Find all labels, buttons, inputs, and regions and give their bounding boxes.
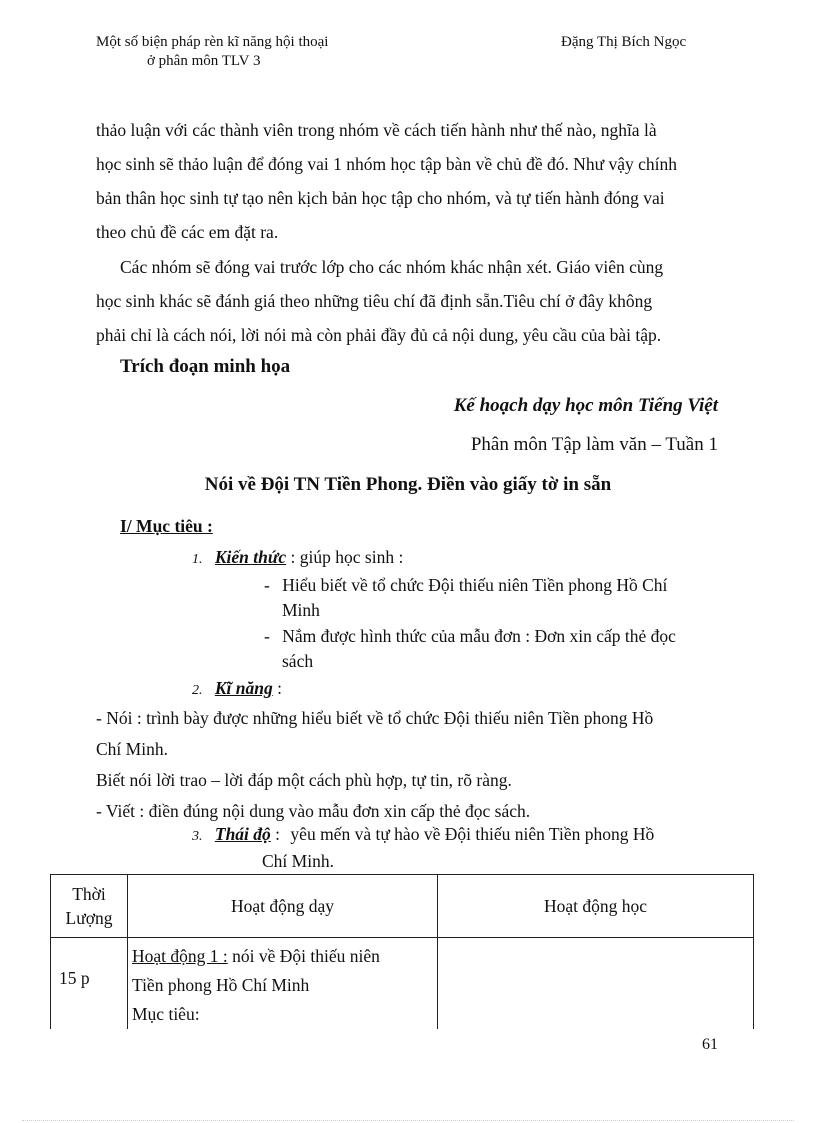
header-teach-cell (128, 875, 438, 938)
skills-number: 2. (192, 683, 203, 698)
skills-text-line: Chí Minh. (96, 739, 168, 759)
table-row (51, 938, 754, 1030)
paragraph-line: thảo luận với các thành viên trong nhóm về cách tiến hành như thế nào, nghĩa là (96, 120, 657, 140)
time-value: 15 p (59, 968, 90, 988)
header-title: Một số biện pháp rèn kĩ năng hội thoại (96, 34, 329, 50)
attitude-text-cont: Chí Minh. (262, 851, 334, 871)
knowledge-line (192, 547, 403, 568)
knowledge-item-text: Hiểu biết về tổ chức Đội thiếu niên Tiền phong Hồ Chí (282, 575, 668, 595)
paragraph-line: bản thân học sinh tự tạo nên kịch bản học tập cho nhóm, và tự tiến hành đóng vai (96, 188, 665, 208)
paragraph-line: phải chỉ là cách nói, lời nói mà còn phải đầy đủ cả nội dung, yêu cầu của bài tập. (96, 325, 662, 345)
skills-text-line: - Nói : trình bày được những hiểu biết về tổ chức Đội thiếu niên Tiền phong Hồ (96, 708, 654, 728)
paragraph-line: Các nhóm sẽ đóng vai trước lớp cho các nhóm khác nhận xét. Giáo viên cùng (120, 257, 664, 277)
activity-text-cont: Tiền phong Hồ Chí Minh (132, 975, 310, 995)
page-bottom-rule (22, 1120, 794, 1121)
time-cell (51, 938, 128, 1030)
paragraph-line: học sinh sẽ thảo luận để đóng vai 1 nhóm học tập bàn về chủ đề đó. Như vậy chính (96, 154, 678, 174)
plan-subtitle: Phân môn Tập làm văn – Tuần 1 (470, 434, 718, 455)
objectives-heading (120, 516, 213, 537)
knowledge-item-text: Nắm được hình thức của mẫu đơn : Đơn xin cấp thẻ đọc (282, 626, 676, 646)
teach-cell (128, 938, 438, 1030)
knowledge-label: Kiến thức (214, 547, 287, 567)
attitude-separator: : (270, 824, 281, 844)
skills-line (192, 678, 282, 699)
knowledge-item-text-cont: sách (282, 651, 314, 671)
skills-label: Kĩ năng (214, 678, 273, 698)
activity-objective-label: Mục tiêu: (132, 1004, 200, 1024)
header-learn-cell (438, 875, 754, 938)
skills-text-line: Biết nói lời trao – lời đáp một cách phù hợp, tự tin, rõ ràng. (96, 770, 512, 790)
skills-content (96, 703, 653, 827)
skills-text-line: - Viết : điền đúng nội dung vào mẫu đơn xin cấp thẻ đọc sách. (96, 801, 531, 821)
attitude-number: 3. (192, 829, 203, 844)
header-subtitle: ở phân môn TLV 3 (147, 53, 261, 69)
header-time-line1: Thời (72, 884, 106, 904)
knowledge-item (264, 573, 667, 623)
plan-title: Kế hoạch dạy học môn Tiếng Việt (453, 395, 718, 416)
attitude-text: yêu mến và tự hào về Đội thiếu niên Tiền phong Hồ (290, 824, 655, 844)
knowledge-item (264, 624, 676, 674)
lesson-plan-table (50, 874, 754, 1029)
excerpt-heading: Trích đoạn minh họa (120, 356, 291, 377)
knowledge-text: giúp học sinh : (299, 547, 404, 567)
header-learn: Hoạt động học (543, 895, 648, 916)
attitude-line (192, 822, 654, 874)
attitude-label: Thái độ (214, 824, 271, 844)
objectives-heading-text: I/ Mục tiêu : (120, 516, 213, 536)
header-time-cell (51, 875, 128, 938)
bullet-dash: - (264, 575, 270, 595)
table-header-row (51, 875, 754, 938)
knowledge-number: 1. (192, 552, 203, 567)
knowledge-item-text-cont: Minh (282, 600, 320, 620)
paragraph-line: học sinh khác sẽ đánh giá theo những tiêu chí đã định sẵn.Tiêu chí ở đây không (96, 291, 653, 311)
knowledge-separator: : (286, 547, 296, 567)
lesson-title: Nói về Đội TN Tiền Phong. Điền vào giấy tờ in sẵn (204, 474, 612, 495)
header-time-line2: Lượng (65, 908, 113, 928)
learn-cell (438, 938, 754, 1030)
paragraph-1 (96, 113, 677, 249)
paragraph-2 (96, 250, 663, 352)
activity-label: Hoạt động 1 : (132, 946, 228, 966)
activity-text: nói về Đội thiếu niên (232, 946, 380, 966)
header-author: Đặng Thị Bích Ngọc (561, 34, 687, 50)
paragraph-line: theo chủ đề các em đặt ra. (96, 222, 279, 242)
header-teach: Hoạt động dạy (230, 895, 335, 916)
page-number: 61 (702, 1036, 718, 1053)
skills-separator: : (272, 678, 282, 698)
bullet-dash: - (264, 626, 270, 646)
